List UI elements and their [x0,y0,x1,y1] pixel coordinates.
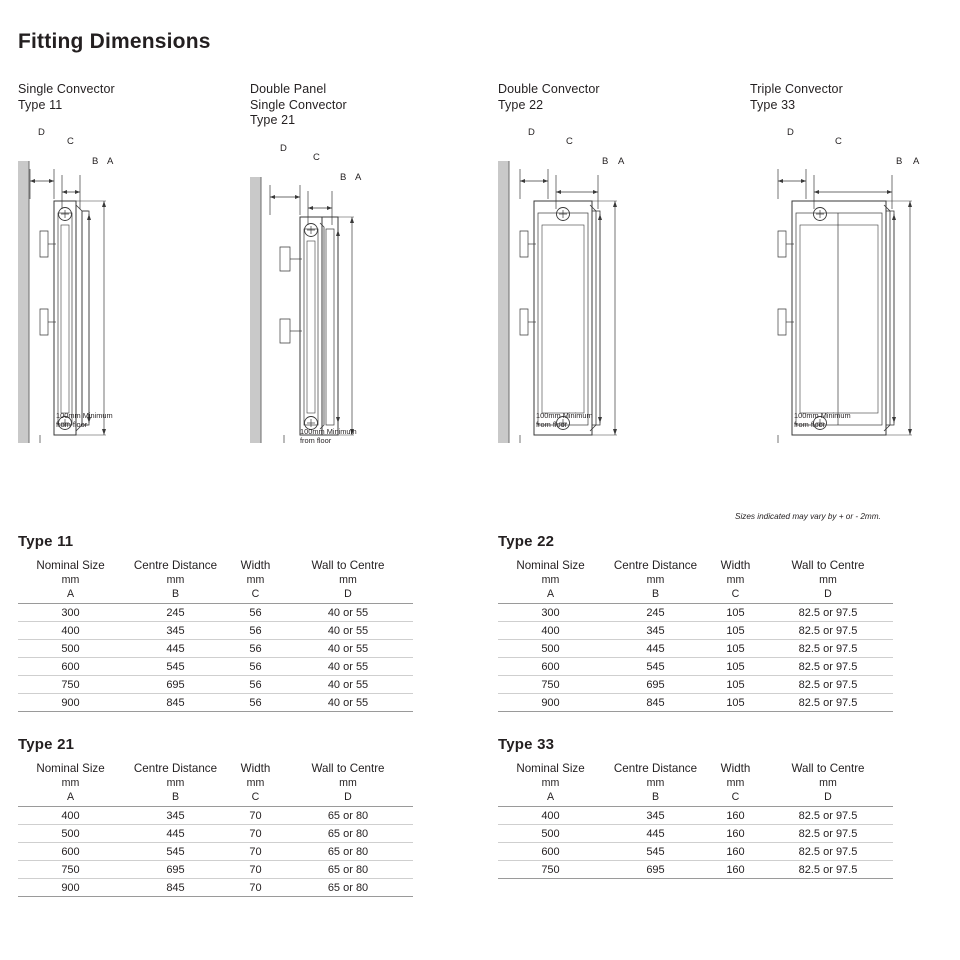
header-unit-b: mm [646,574,665,586]
cell-d: 40 or 55 [283,640,413,658]
cell-c: 105 [708,640,763,658]
header-width: Width [240,762,271,775]
header-unit-b: mm [166,574,185,586]
diagram-figure [18,113,258,443]
cell-b: 545 [123,843,228,861]
table-row [498,807,893,825]
cell-b: 245 [123,604,228,622]
floor-note-line2: from floor [56,420,88,429]
header-unit-b: mm [646,777,665,789]
cell-a: 400 [498,622,603,640]
cell-b: 445 [603,640,708,658]
cell-a: 400 [18,807,123,825]
diagram-title-line2: Type 33 [750,97,796,112]
header-key-c: C [731,588,740,600]
cell-c: 56 [228,622,283,640]
diagram-title-line2: Type 11 [18,97,63,112]
cell-c: 160 [708,825,763,843]
diagram-double-convector [498,82,738,443]
header-nominal-size: Nominal Size [36,762,105,775]
diagram-title-line2: Type 22 [498,97,544,112]
label-d: D [528,127,535,138]
cell-a: 500 [498,640,603,658]
header-key-a: A [546,588,555,600]
header-nominal-size: Nominal Size [516,559,585,572]
floor-note-line2: from floor [300,435,332,445]
header-unit-c: mm [246,574,265,586]
cell-d: 82.5 or 97.5 [763,622,893,640]
table-row [18,825,413,843]
dimensions-table [18,762,413,897]
table-block-type-11 [18,533,413,712]
cell-b: 245 [603,604,708,622]
table-block-type-33 [498,736,893,879]
table-header-row-1 [498,762,893,776]
cell-d: 40 or 55 [283,694,413,712]
diagram-title [18,82,258,113]
radiator-section-type-11 [18,113,258,443]
table-header-row-3 [18,587,413,604]
table-header-row-2 [18,573,413,587]
cell-d: 82.5 or 97.5 [763,861,893,879]
table-header-row-2 [18,776,413,790]
floor-note [56,411,113,429]
cell-c: 56 [228,694,283,712]
label-b: B [602,156,609,167]
cell-c: 56 [228,640,283,658]
diagram-double-panel-single-convector [250,82,490,443]
cell-a: 600 [18,843,123,861]
cell-a: 400 [18,622,123,640]
header-unit-b: mm [166,777,185,789]
cell-a: 500 [18,640,123,658]
table-row [498,622,893,640]
cell-c: 160 [708,861,763,879]
table-row [498,843,893,861]
table-row [498,640,893,658]
diagram-figure [498,113,738,443]
table-row [498,604,893,622]
table-row [18,861,413,879]
header-key-b: B [651,588,660,600]
header-key-d: D [344,588,352,600]
cell-d: 40 or 55 [283,676,413,694]
header-key-b: B [171,588,180,600]
header-unit-a: mm [541,574,560,586]
cell-a: 400 [498,807,603,825]
header-width: Width [720,762,751,775]
cell-d: 65 or 80 [283,807,413,825]
cell-b: 545 [123,658,228,676]
floor-note [300,427,357,445]
page-title: Fitting Dimensions [18,30,211,53]
floor-note-line2: from floor [794,420,826,429]
cell-b: 845 [123,694,228,712]
cell-d: 82.5 or 97.5 [763,676,893,694]
label-b: B [340,171,347,183]
cell-d: 82.5 or 97.5 [763,604,893,622]
table-header-row-2 [498,776,893,790]
label-a: A [355,171,362,183]
header-centre-distance: Centre Distance [133,762,218,775]
cell-b: 345 [123,622,228,640]
header-key-d: D [824,588,832,600]
header-key-a: A [66,791,75,803]
cell-c: 105 [708,694,763,712]
label-b: B [92,156,99,167]
table-row [18,604,413,622]
cell-a: 900 [498,694,603,712]
header-unit-d: mm [339,777,357,789]
cell-c: 56 [228,604,283,622]
cell-a: 600 [498,843,603,861]
floor-note [794,411,851,429]
dimensions-table [18,559,413,712]
cell-c: 56 [228,658,283,676]
variance-note: Sizes indicated may vary by + or - 2mm. [735,512,881,521]
cell-a: 750 [18,676,123,694]
cell-c: 160 [708,807,763,825]
table-title: Type 21 [18,736,75,753]
label-a: A [913,156,920,167]
cell-b: 695 [123,861,228,879]
header-key-b: B [171,791,180,803]
cell-a: 750 [498,861,603,879]
header-key-a: A [546,791,555,803]
table-row [18,807,413,825]
header-unit-d: mm [339,574,357,586]
cell-b: 345 [123,807,228,825]
diagram-title [498,82,738,113]
header-nominal-size: Nominal Size [36,559,105,572]
header-key-d: D [824,791,832,803]
floor-note [536,411,593,429]
table-row [18,676,413,694]
cell-d: 82.5 or 97.5 [763,694,893,712]
header-wall-to-centre: Wall to Centre [311,762,385,775]
table-header-row-3 [498,587,893,604]
header-unit-a: mm [61,574,80,586]
table-header-row-1 [18,762,413,776]
diagram-triple-convector [750,82,960,443]
cell-c: 105 [708,676,763,694]
label-b: B [896,156,903,167]
diagram-title [750,82,960,113]
table-row [498,861,893,879]
cell-a: 900 [18,694,123,712]
label-a: A [107,156,114,167]
floor-note-line1: 100mm Minimum [536,411,593,420]
table-title: Type 11 [18,533,74,550]
diagram-title-line1: Single Convector [18,82,115,96]
label-d: D [38,127,45,138]
cell-d: 65 or 80 [283,879,413,897]
label-a: A [618,156,625,167]
cell-d: 40 or 55 [283,658,413,676]
cell-b: 445 [603,825,708,843]
floor-note-line1: 100mm Minimum [300,426,357,436]
cell-c: 70 [228,861,283,879]
header-unit-a: mm [61,777,80,789]
dimensions-table [498,559,893,712]
table-row [498,676,893,694]
table-header-row-2 [498,573,893,587]
diagram-title-line1: Double Panel [250,82,327,96]
label-c: C [313,151,320,163]
diagram-title-line1: Double Convector [498,82,600,96]
cell-b: 695 [123,676,228,694]
header-unit-a: mm [541,777,560,789]
wall [250,177,261,443]
cell-d: 40 or 55 [283,604,413,622]
table-row [18,843,413,861]
wall [498,161,509,443]
diagram-single-convector [18,82,258,443]
cell-c: 105 [708,658,763,676]
cell-b: 545 [603,658,708,676]
cell-d: 82.5 or 97.5 [763,640,893,658]
cell-c: 160 [708,843,763,861]
cell-a: 300 [18,604,123,622]
table-row [498,694,893,712]
table-row [18,622,413,640]
header-key-b: B [651,791,660,803]
cell-b: 695 [603,861,708,879]
cell-b: 445 [123,825,228,843]
cell-b: 445 [123,640,228,658]
diagram-title-line3: Type 21 [250,113,296,127]
label-d: D [280,142,287,154]
header-unit-c: mm [246,777,265,789]
table-row [18,658,413,676]
table-header-row-1 [18,559,413,573]
header-width: Width [720,559,751,572]
table-row [18,879,413,897]
header-key-d: D [344,791,352,803]
header-wall-to-centre: Wall to Centre [791,762,865,775]
table-header-row-3 [498,790,893,807]
cell-b: 845 [603,694,708,712]
diagram-figure [750,113,960,443]
radiator-section-type-33 [750,113,960,443]
cell-b: 695 [603,676,708,694]
header-key-a: A [66,588,75,600]
cell-c: 56 [228,676,283,694]
header-centre-distance: Centre Distance [133,559,218,572]
label-d: D [787,127,794,138]
header-unit-d: mm [819,574,837,586]
cell-a: 750 [18,861,123,879]
cell-a: 600 [18,658,123,676]
cell-d: 65 or 80 [283,861,413,879]
cell-c: 105 [708,604,763,622]
cell-a: 600 [498,658,603,676]
header-unit-c: mm [726,574,745,586]
table-title: Type 22 [498,533,555,550]
cell-b: 545 [603,843,708,861]
cell-a: 900 [18,879,123,897]
cell-c: 70 [228,879,283,897]
header-centre-distance: Centre Distance [613,762,698,775]
header-key-c: C [251,588,260,600]
cell-a: 750 [498,676,603,694]
floor-note-line1: 100mm Minimum [56,411,113,420]
cell-a: 300 [498,604,603,622]
header-unit-c: mm [726,777,745,789]
cell-d: 82.5 or 97.5 [763,658,893,676]
table-block-type-22 [498,533,893,712]
table-row [18,694,413,712]
cell-c: 70 [228,843,283,861]
header-width: Width [240,559,271,572]
cell-d: 65 or 80 [283,843,413,861]
header-key-c: C [251,791,260,803]
radiator-section-type-21 [250,113,490,443]
table-row [498,825,893,843]
header-key-c: C [731,791,740,803]
cell-a: 500 [18,825,123,843]
table-header-row-1 [498,559,893,573]
cell-c: 70 [228,807,283,825]
table-row [498,658,893,676]
header-centre-distance: Centre Distance [613,559,698,572]
cell-b: 845 [123,879,228,897]
diagram-title-line2: Single Convector [250,97,347,112]
diagram-title-line1: Triple Convector [750,82,843,96]
header-unit-d: mm [819,777,837,789]
cell-d: 40 or 55 [283,622,413,640]
dimensions-table [498,762,893,879]
cell-d: 82.5 or 97.5 [763,843,893,861]
cell-d: 82.5 or 97.5 [763,807,893,825]
label-c: C [835,136,842,147]
table-title: Type 33 [498,736,555,753]
cell-b: 345 [603,622,708,640]
header-wall-to-centre: Wall to Centre [791,559,865,572]
cell-c: 70 [228,825,283,843]
cell-b: 345 [603,807,708,825]
table-header-row-3 [18,790,413,807]
cell-c: 105 [708,622,763,640]
table-block-type-21 [18,736,413,897]
table-row [18,640,413,658]
floor-note-line2: from floor [536,420,568,429]
header-nominal-size: Nominal Size [516,762,585,775]
header-wall-to-centre: Wall to Centre [311,559,385,572]
floor-note-line1: 100mm Minimum [794,411,851,420]
label-c: C [67,136,74,147]
cell-d: 65 or 80 [283,825,413,843]
label-c: C [566,136,573,147]
diagram-figure [250,113,490,443]
wall [18,161,29,443]
cell-d: 82.5 or 97.5 [763,825,893,843]
cell-a: 500 [498,825,603,843]
